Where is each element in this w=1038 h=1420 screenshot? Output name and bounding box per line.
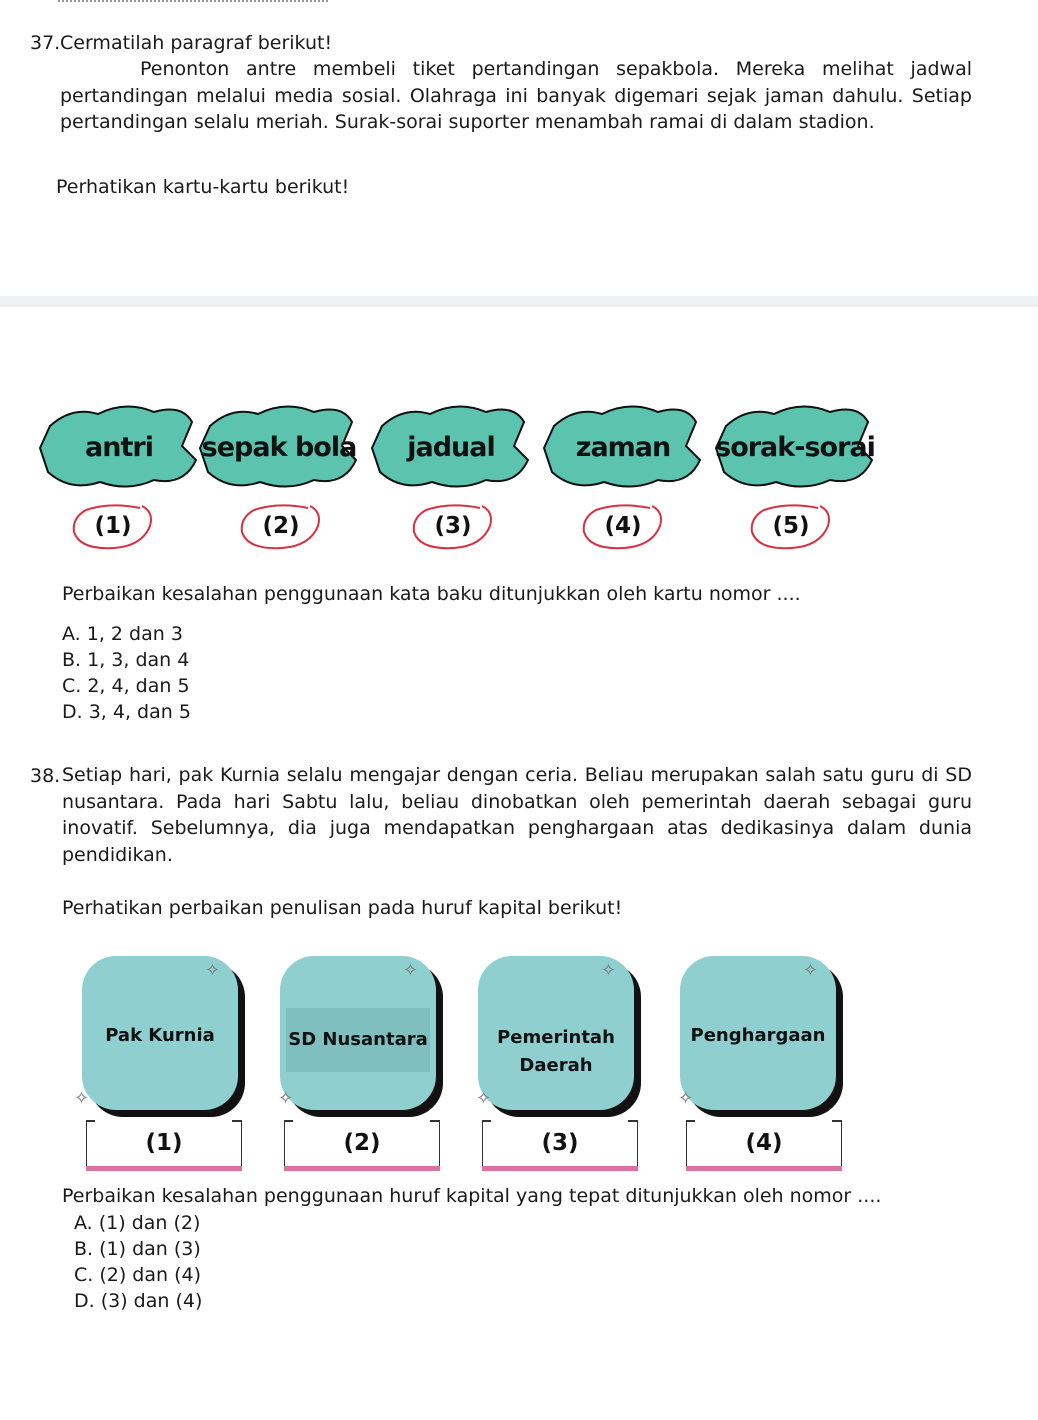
capital-card-text xyxy=(478,1024,634,1080)
q38-instruction: Perhatikan perbaikan penulisan pada huruf kapital berikut! xyxy=(62,897,623,919)
q38-option-c[interactable]: C. (2) dan (4) xyxy=(74,1264,201,1286)
sparkle-icon: ✧ xyxy=(278,1088,294,1109)
q38-number: 38. xyxy=(30,765,61,787)
q37-question: Perbaikan kesalahan penggunaan kata baku ditunjukkan oleh kartu nomor .... xyxy=(62,583,801,605)
q37-instruction: Perhatikan kartu-kartu berikut! xyxy=(56,176,350,198)
capital-card-line-2: Daerah xyxy=(519,1055,593,1076)
card-number-text: (1) xyxy=(94,513,132,539)
q37-option-a[interactable]: A. 1, 2 dan 3 xyxy=(62,623,183,645)
q37-paragraph-line-2: pertandingan melalui media sosial. Olahraga ini banyak digemari sejak jaman dahulu. Setiap xyxy=(60,85,972,107)
capital-card-line-1: Pemerintah xyxy=(497,1027,615,1048)
capital-card-1 xyxy=(74,956,238,1110)
top-dotted-line xyxy=(58,0,328,8)
capital-card-3 xyxy=(478,956,634,1110)
sparkle-icon: ✧ xyxy=(476,1088,492,1109)
sparkle-icon: ✧ xyxy=(74,1088,90,1109)
q37-option-d[interactable]: D. 3, 4, dan 5 xyxy=(62,701,191,723)
card-number-text: (5) xyxy=(772,513,810,539)
q37-title: Cermatilah paragraf berikut! xyxy=(60,32,333,54)
word-card-text: antri xyxy=(85,431,153,463)
capital-card-text: Pak Kurnia xyxy=(105,1025,215,1046)
capital-card-2 xyxy=(280,956,436,1110)
capital-card-text: Penghargaan xyxy=(690,1025,826,1046)
card-number-5 xyxy=(748,500,838,552)
sparkle-icon: ✧ xyxy=(678,1088,694,1109)
q37-number: 37. xyxy=(30,32,61,54)
capital-card-number-1: (1) xyxy=(86,1120,242,1167)
card-number-text: (3) xyxy=(434,513,472,539)
q38-paragraph-line-3: inovatif. Sebelumnya, dia juga mendapatkan penghargaan atas dedikasinya dalam dunia xyxy=(62,817,972,839)
q38-option-a[interactable]: A. (1) dan (2) xyxy=(74,1212,201,1234)
q38-paragraph-line-2: nusantara. Pada hari Sabtu lalu, beliau dinobatkan oleh pemerintah daerah sebagai guru xyxy=(62,791,972,813)
card-number-2 xyxy=(238,500,328,552)
capital-card-number-2: (2) xyxy=(284,1120,440,1167)
section-divider xyxy=(0,296,1038,307)
capital-card-number-3: (3) xyxy=(482,1120,638,1167)
q37-option-b[interactable]: B. 1, 3, dan 4 xyxy=(62,649,190,671)
q37-option-c[interactable]: C. 2, 4, dan 5 xyxy=(62,675,190,697)
sparkle-icon: ✧ xyxy=(402,960,418,981)
word-card-text: sorak-sorai xyxy=(715,431,875,463)
word-card-4 xyxy=(540,400,706,494)
card-number-3 xyxy=(410,500,500,552)
sparkle-icon: ✧ xyxy=(600,960,616,981)
card-number-1 xyxy=(70,500,160,552)
capital-card-text: SD Nusantara xyxy=(288,1029,428,1050)
word-card-3 xyxy=(368,400,534,494)
capital-card-number-4: (4) xyxy=(686,1120,842,1167)
word-card-2 xyxy=(196,400,362,494)
word-card-1 xyxy=(36,400,202,494)
sparkle-icon: ✧ xyxy=(204,960,220,981)
sparkle-icon: ✧ xyxy=(802,960,818,981)
q37-paragraph-line-1: Penonton antre membeli tiket pertandingan sepakbola. Mereka melihat jadwal xyxy=(140,58,972,80)
q38-option-b[interactable]: B. (1) dan (3) xyxy=(74,1238,201,1260)
q37-paragraph-line-3: pertandingan selalu meriah. Surak-sorai suporter menambah ramai di dalam stadion. xyxy=(60,111,875,133)
capital-card-4 xyxy=(680,956,836,1110)
q38-question: Perbaikan kesalahan penggunaan huruf kapital yang tepat ditunjukkan oleh nomor .... xyxy=(62,1185,882,1207)
q38-paragraph-line-4: pendidikan. xyxy=(62,844,173,866)
word-card-5 xyxy=(712,400,878,494)
card-number-text: (4) xyxy=(604,513,642,539)
q38-paragraph-line-1: Setiap hari, pak Kurnia selalu mengajar dengan ceria. Beliau merupakan salah satu guru di SD xyxy=(62,764,972,786)
card-number-text: (2) xyxy=(262,513,300,539)
q38-option-d[interactable]: D. (3) dan (4) xyxy=(74,1290,203,1312)
word-card-text: zaman xyxy=(575,431,671,463)
card-number-4 xyxy=(580,500,670,552)
word-card-text: sepak bola xyxy=(201,431,357,463)
word-card-text: jadual xyxy=(407,431,495,463)
